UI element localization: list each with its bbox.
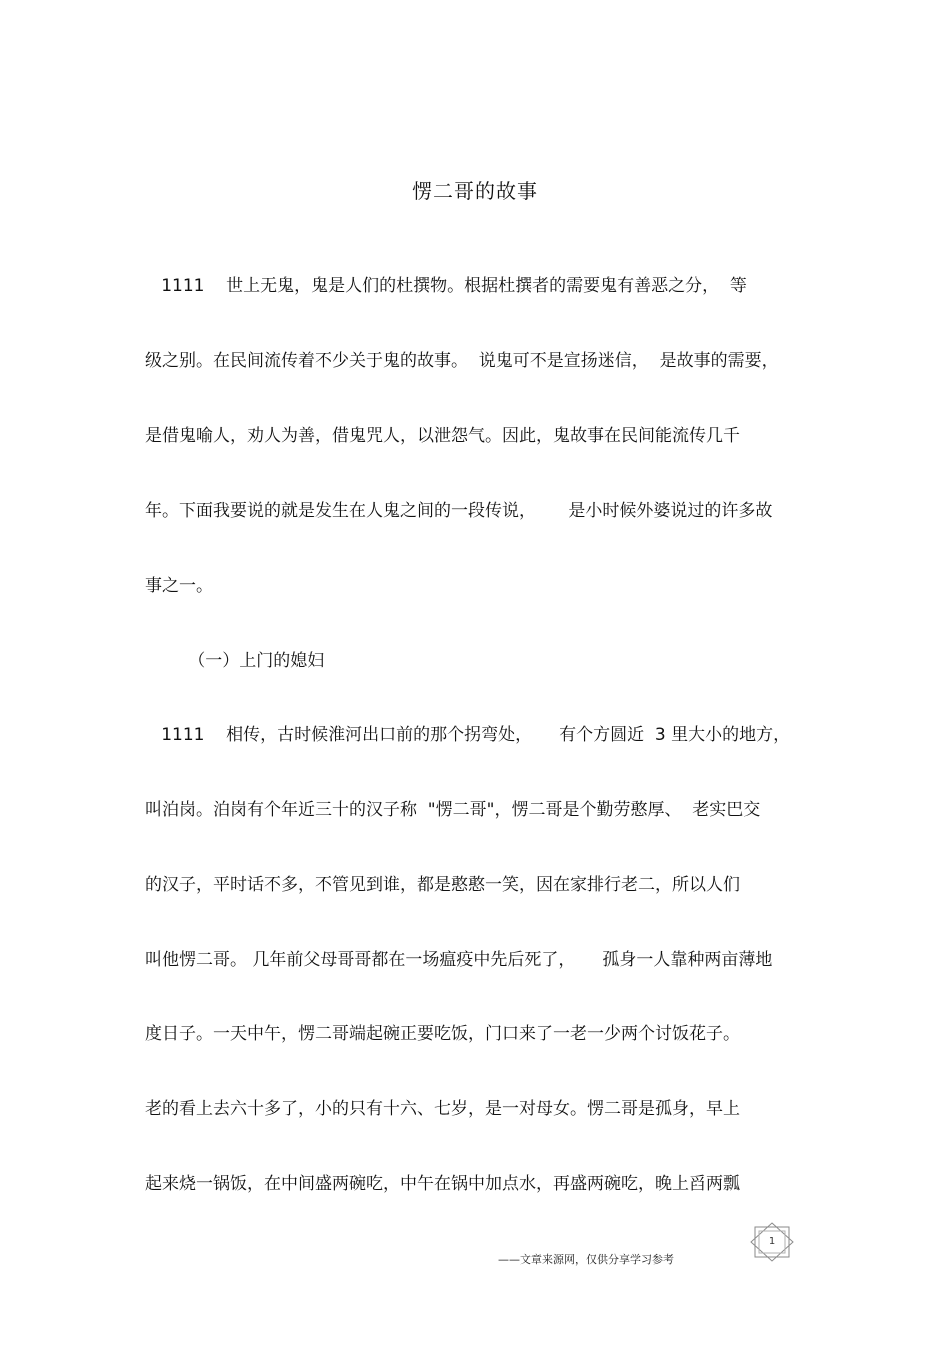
paragraph-line: 事之一。 [145,576,213,596]
paragraph-line: 度日子。一天中午，愣二哥端起碗正要吃饭，门口来了一老一少两个讨饭花子。 [145,1024,740,1044]
paragraph-line: 起来烧一锅饭，在中间盛两碗吃，中午在锅中加点水，再盛两碗吃，晚上舀两瓢 [145,1174,740,1194]
paragraph-line: 年。下面我要说的就是发生在人鬼之间的一段传说， 是小时候外婆说过的许多故 [145,501,773,521]
page-number: 1 [768,1236,776,1247]
document-title: 愣二哥的故事 [412,179,538,203]
paragraph-line: 叫泊岗。泊岗有个年近三十的汉子称 "愣二哥"，愣二哥是个勤劳憨厚、 老实巴交 [145,800,761,820]
paragraph-line: 是借鬼喻人，劝人为善，借鬼咒人，以泄怨气。因此，鬼故事在民间能流传几千 [145,426,740,446]
source-note: ——文章来源网，仅供分享学习参考 [498,1253,674,1266]
paragraph-line: 1111 相传，古时候淮河出口前的那个拐弯处， 有个方圆近 3 里大小的地方， [145,725,791,745]
paragraph-line: 老的看上去六十多了，小的只有十六、七岁，是一对母女。愣二哥是孤身，早上 [145,1099,740,1119]
paragraph-line: 1111 世上无鬼，鬼是人们的杜撰物。根据杜撰者的需要鬼有善恶之分， 等 [145,276,747,296]
paragraph-line: 叫他愣二哥。 几年前父母哥哥都在一场瘟疫中先后死了， 孤身一人靠种两亩薄地 [145,950,773,970]
section-heading: （一）上门的媳妇 [145,651,325,671]
page-number-badge [749,1222,795,1262]
paragraph-line: 级之别。在民间流传着不少关于鬼的故事。 说鬼可不是宣扬迷信， 是故事的需要， [145,351,779,371]
paragraph-line: 的汉子，平时话不多，不管见到谁，都是憨憨一笑，因在家排行老二，所以人们 [145,875,740,895]
